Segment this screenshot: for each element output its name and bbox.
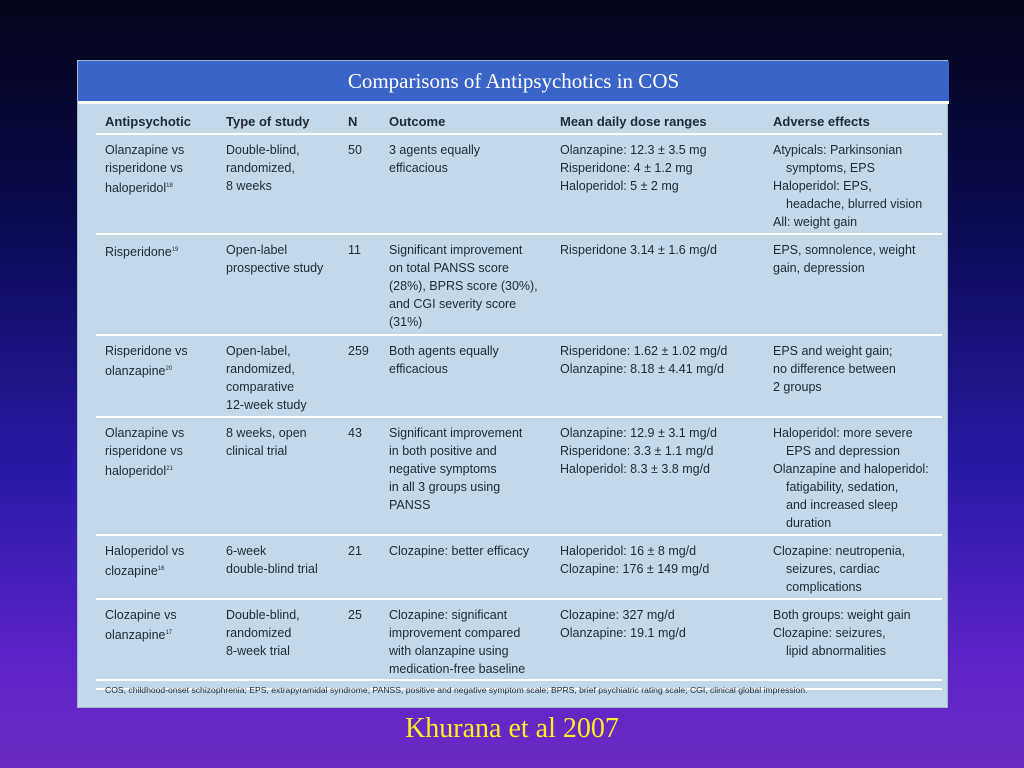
cell-line: Olanzapine and haloperidol: <box>773 462 929 476</box>
cell-line: in all 3 groups using <box>389 480 501 494</box>
cell-line: Risperidone: 4 ± 1.2 mg <box>560 161 693 175</box>
cell-line: complications <box>786 580 862 594</box>
cell-line: Clozapine vs <box>105 608 177 622</box>
comparison-table <box>96 107 942 690</box>
cell-line: on total PANSS score <box>389 261 509 275</box>
cell-antipsychotic <box>105 241 223 261</box>
cell-line: risperidone vs <box>105 161 183 175</box>
cell-line: headache, blurred vision <box>786 197 923 211</box>
cell-line: EPS and weight gain; <box>773 344 893 358</box>
cell-dose <box>560 606 770 642</box>
cell-line: Olanzapine: 8.18 ± 4.41 mg/d <box>560 362 724 376</box>
slide-panel <box>77 60 948 708</box>
cell-n <box>348 342 384 360</box>
cell-line: olanzapine$^{17}$ <box>105 628 173 642</box>
cell-line: symptoms, EPS <box>786 161 875 175</box>
cell-line: Haloperidol vs <box>105 544 185 558</box>
cell-type-of-study <box>226 424 352 460</box>
cell-line: risperidone vs <box>105 444 183 458</box>
cell-line: All: weight gain <box>773 215 858 229</box>
table-row <box>96 600 942 690</box>
cell-line: 43 <box>348 426 362 440</box>
table-row <box>96 418 942 536</box>
cell-type-of-study <box>226 606 352 660</box>
cell-line: seizures, cardiac <box>786 562 880 576</box>
cell-line: Open-label <box>226 243 288 257</box>
cell-line: Haloperidol: EPS, <box>773 179 872 193</box>
cell-line: EPS, somnolence, weight <box>773 243 916 257</box>
cell-line: Clozapine: significant <box>389 608 508 622</box>
cell-line: Open-label, <box>226 344 291 358</box>
cell-line: Double-blind, <box>226 608 300 622</box>
cell-line: Clozapine: better efficacy <box>389 544 530 558</box>
cell-line: Olanzapine vs <box>105 426 185 440</box>
footnote-divider <box>96 679 942 681</box>
cell-dose <box>560 542 770 578</box>
citation-caption: Khurana et al 2007 <box>405 713 619 744</box>
cell-line: Clozapine: 176 ± 149 mg/d <box>560 562 710 576</box>
cell-line: Haloperidol: 16 ± 8 mg/d <box>560 544 697 558</box>
slide-title: Comparisons of Antipsychotics in COS <box>78 61 949 101</box>
reference-superscript: 18 <box>166 183 173 189</box>
cell-n <box>348 542 384 560</box>
cell-antipsychotic <box>105 542 223 580</box>
reference-superscript: 20 <box>165 366 173 372</box>
cell-line: Risperidone$^{19}$ <box>105 245 179 259</box>
cell-line: 8 weeks <box>226 179 272 193</box>
cell-line: 8-week trial <box>226 644 290 658</box>
cell-line: 25 <box>348 608 362 622</box>
reference-superscript: 16 <box>157 566 165 572</box>
table-header-row <box>96 107 942 135</box>
cell-line: (31%) <box>389 315 423 329</box>
cell-line: Both groups: weight gain <box>773 608 911 622</box>
cell-adverse-effects <box>773 241 943 277</box>
cell-dose <box>560 342 770 378</box>
cell-line: and CGI severity score <box>389 297 517 311</box>
cell-line: Olanzapine: 19.1 mg/d <box>560 626 686 640</box>
header-n: N <box>348 114 358 129</box>
cell-line: and increased sleep <box>786 498 898 512</box>
cell-line: Haloperidol: 8.3 ± 3.8 mg/d <box>560 462 710 476</box>
cell-line: efficacious <box>389 161 448 175</box>
cell-line: efficacious <box>389 362 448 376</box>
cell-line: Double-blind, <box>226 143 300 157</box>
table-footnote: COS, childhood-onset schizophrenia; EPS, extrapyramidal syndrome; PANSS, positive and negative symptom scale; BPRS, brief psychiatric rating scale; CGI, clinical global impression. <box>105 685 808 695</box>
cell-line: gain, depression <box>773 261 865 275</box>
cell-line: 21 <box>348 544 362 558</box>
cell-line: with olanzapine using <box>389 644 509 658</box>
cell-adverse-effects <box>773 141 943 231</box>
table-row <box>96 536 942 600</box>
cell-line: Risperidone: 1.62 ± 1.02 mg/d <box>560 344 728 358</box>
table-row <box>96 235 942 336</box>
cell-line: in both positive and <box>389 444 497 458</box>
cell-line: Both agents equally <box>389 344 499 358</box>
cell-dose <box>560 241 770 259</box>
cell-line: clinical trial <box>226 444 288 458</box>
cell-line: Significant improvement <box>389 426 523 440</box>
reference-superscript: 21 <box>166 466 173 472</box>
cell-outcome <box>389 424 557 514</box>
cell-line: Olanzapine: 12.3 ± 3.5 mg <box>560 143 707 157</box>
table-row <box>96 336 942 418</box>
cell-line: Risperidone 3.14 ± 1.6 mg/d <box>560 243 717 257</box>
cell-line: 259 <box>348 344 369 358</box>
cell-line: 12-week study <box>226 398 307 412</box>
cell-n <box>348 241 384 259</box>
cell-line: EPS and depression <box>786 444 900 458</box>
cell-n <box>348 141 384 159</box>
cell-antipsychotic <box>105 424 223 480</box>
cell-adverse-effects <box>773 606 943 660</box>
cell-line: haloperidol$^{18}$ <box>105 181 173 195</box>
cell-line: clozapine$^{16}$ <box>105 564 165 578</box>
cell-line: Significant improvement <box>389 243 523 257</box>
cell-line: Clozapine: seizures, <box>773 626 886 640</box>
reference-superscript: 19 <box>171 247 179 253</box>
title-divider <box>78 101 949 104</box>
cell-line: Olanzapine vs <box>105 143 185 157</box>
cell-n <box>348 606 384 624</box>
cell-line: comparative <box>226 380 295 394</box>
cell-outcome <box>389 241 557 331</box>
cell-line: 3 agents equally <box>389 143 481 157</box>
cell-line: Risperidone vs <box>105 344 188 358</box>
cell-line: randomized <box>226 626 292 640</box>
cell-line: improvement compared <box>389 626 521 640</box>
cell-line: Atypicals: Parkinsonian <box>773 143 903 157</box>
cell-line: (28%), BPRS score (30%), <box>389 279 538 293</box>
cell-line: PANSS <box>389 498 431 512</box>
cell-line: Olanzapine: 12.9 ± 3.1 mg/d <box>560 426 717 440</box>
cell-line: 6-week <box>226 544 267 558</box>
header-type-of-study: Type of study <box>226 114 310 129</box>
cell-type-of-study <box>226 241 352 277</box>
cell-n <box>348 424 384 442</box>
table-body <box>96 135 942 690</box>
cell-line: 2 groups <box>773 380 822 394</box>
cell-line: Risperidone: 3.3 ± 1.1 mg/d <box>560 444 714 458</box>
cell-antipsychotic <box>105 342 223 380</box>
cell-line: fatigability, sedation, <box>786 480 899 494</box>
cell-line: no difference between <box>773 362 896 376</box>
cell-line: double-blind trial <box>226 562 318 576</box>
cell-line: Haloperidol: more severe <box>773 426 913 440</box>
header-dose: Mean daily dose ranges <box>560 114 707 129</box>
cell-line: 50 <box>348 143 362 157</box>
cell-line: duration <box>786 516 832 530</box>
cell-outcome <box>389 141 557 177</box>
cell-type-of-study <box>226 542 352 578</box>
cell-outcome <box>389 342 557 378</box>
cell-outcome <box>389 606 557 678</box>
cell-line: Clozapine: 327 mg/d <box>560 608 675 622</box>
cell-line: prospective study <box>226 261 324 275</box>
cell-dose <box>560 141 770 195</box>
cell-adverse-effects <box>773 424 943 532</box>
cell-type-of-study <box>226 141 352 195</box>
table-row <box>96 135 942 235</box>
cell-line: 11 <box>348 243 361 257</box>
cell-outcome <box>389 542 557 560</box>
cell-adverse-effects <box>773 542 943 596</box>
cell-dose <box>560 424 770 478</box>
cell-line: randomized, <box>226 161 295 175</box>
cell-type-of-study <box>226 342 352 414</box>
cell-line: lipid abnormalities <box>786 644 887 658</box>
cell-line: medication-free baseline <box>389 662 526 676</box>
cell-line: Haloperidol: 5 ± 2 mg <box>560 179 679 193</box>
cell-antipsychotic <box>105 606 223 644</box>
reference-superscript: 17 <box>165 630 173 636</box>
header-adverse-effects: Adverse effects <box>773 114 870 129</box>
cell-adverse-effects <box>773 342 943 396</box>
cell-line: randomized, <box>226 362 295 376</box>
cell-line: haloperidol$^{21}$ <box>105 464 173 478</box>
header-antipsychotic: Antipsychotic <box>105 114 191 129</box>
header-outcome: Outcome <box>389 114 446 129</box>
cell-line: Clozapine: neutropenia, <box>773 544 906 558</box>
cell-line: 8 weeks, open <box>226 426 307 440</box>
cell-line: olanzapine$^{20}$ <box>105 364 173 378</box>
cell-line: negative symptoms <box>389 462 497 476</box>
cell-antipsychotic <box>105 141 223 197</box>
